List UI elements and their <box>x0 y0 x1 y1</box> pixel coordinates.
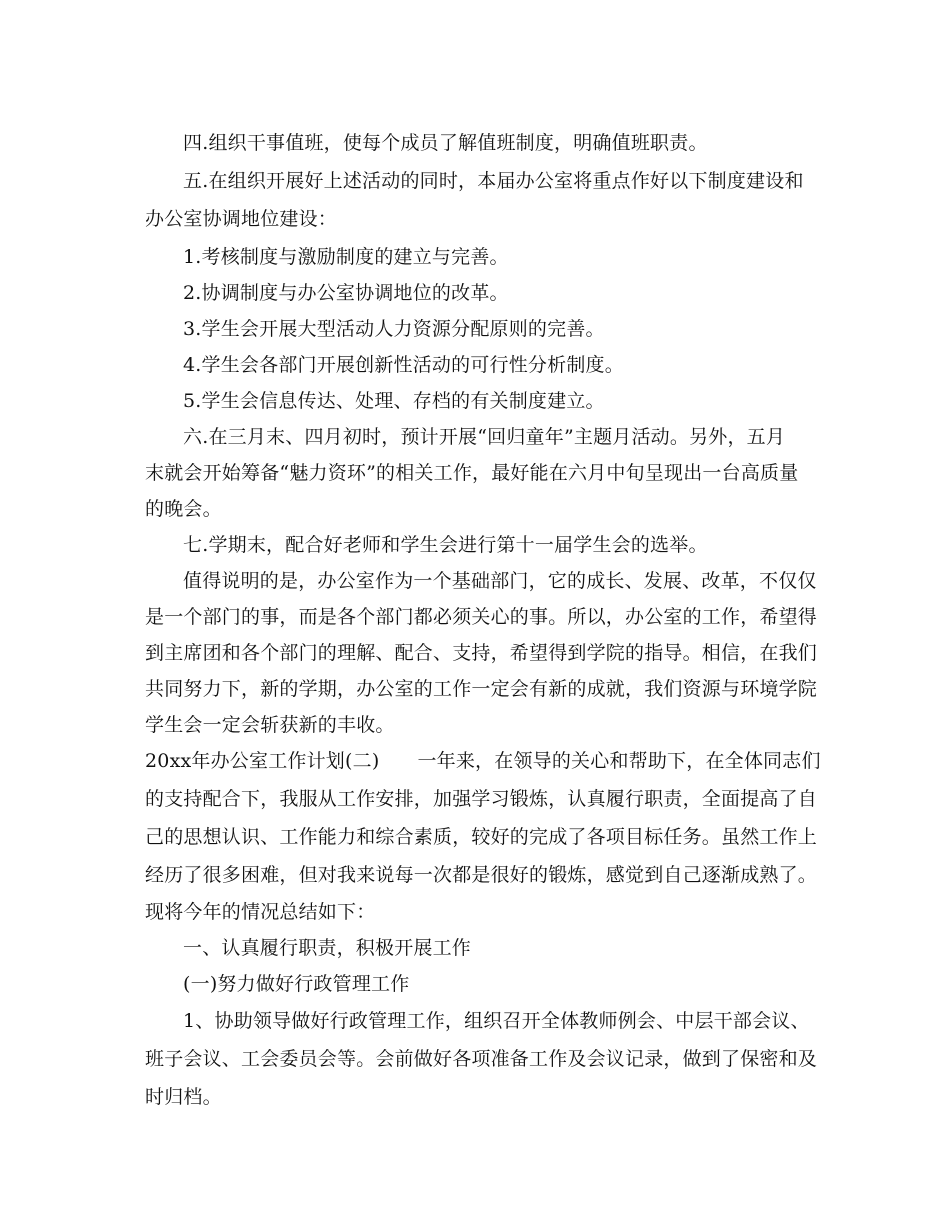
section-title-line <box>145 749 821 773</box>
section-heading: 一、认真履行职责，积极开展工作 <box>183 937 472 959</box>
paragraph-line: 末就会开始筹备“魅力资环”的相关工作，最好能在六月中旬呈现出一台高质量 <box>145 462 799 484</box>
paragraph-line: 时归档。 <box>145 1086 222 1108</box>
paragraph-line: 学生会一定会斩获新的丰收。 <box>145 714 395 736</box>
list-item: 4.学生会各部门开展创新性活动的可行性分析制度。 <box>183 354 624 376</box>
subsection-heading: (一)努力做好行政管理工作 <box>183 973 410 995</box>
list-item: 5.学生会信息传达、处理、存档的有关制度建立。 <box>183 390 605 412</box>
paragraph-line: 五.在组织开展好上述活动的同时，本届办公室将重点作好以下制度建设和 <box>183 170 804 192</box>
list-item: 3.学生会开展大型活动人力资源分配原则的完善。 <box>183 318 605 340</box>
paragraph-line: 己的思想认识、工作能力和综合素质，较好的完成了各项目标任务。虽然工作上 <box>145 826 818 848</box>
paragraph-line: 现将今年的情况总结如下： <box>145 901 376 923</box>
paragraph-line: 共同努力下，新的学期，办公室的工作一定会有新的成就，我们资源与环境学院 <box>145 678 818 700</box>
paragraph-line: 班子会议、工会委员会等。会前做好各项准备工作及会议记录，做到了保密和及 <box>145 1048 818 1070</box>
paragraph-line: 六.在三月末、四月初时，预计开展“回归童年”主题月活动。另外，五月 <box>183 426 786 448</box>
list-item: 1.考核制度与激励制度的建立与完善。 <box>183 246 509 268</box>
paragraph-line: 四.组织干事值班，使每个成员了解值班制度，明确值班职责。 <box>183 132 708 154</box>
paragraph-line: 办公室协调地位建设： <box>145 208 338 230</box>
paragraph-line: 1、协助领导做好行政管理工作，组织召开全体教师例会、中层干部会议、 <box>183 1010 810 1032</box>
list-item: 2.协调制度与办公室协调地位的改革。 <box>183 282 509 304</box>
paragraph-line: 经历了很多困难，但对我来说每一次都是很好的锻炼，感觉到自己逐渐成熟了。 <box>145 864 818 886</box>
paragraph-line: 是一个部门的事，而是各个部门都必须关心的事。所以，办公室的工作，希望得 <box>145 606 818 628</box>
paragraph-line: 值得说明的是，办公室作为一个基础部门，它的成长、发展、改革，不仅仅 <box>183 570 817 592</box>
section-title: 20xx年办公室工作计划(二) <box>145 750 380 772</box>
paragraph-line: 到主席团和各个部门的理解、配合、支持，希望得到学院的指导。相信，在我们 <box>145 642 818 664</box>
paragraph-line: 七.学期末，配合好老师和学生会进行第十一届学生会的选举。 <box>183 534 708 556</box>
paragraph-line: 的支持配合下，我服从工作安排，加强学习锻炼，认真履行职责，全面提高了自 <box>145 788 818 810</box>
paragraph-text: 一年来，在领导的关心和帮助下，在全体同志们 <box>417 750 821 772</box>
paragraph-line: 的晚会。 <box>145 498 222 520</box>
